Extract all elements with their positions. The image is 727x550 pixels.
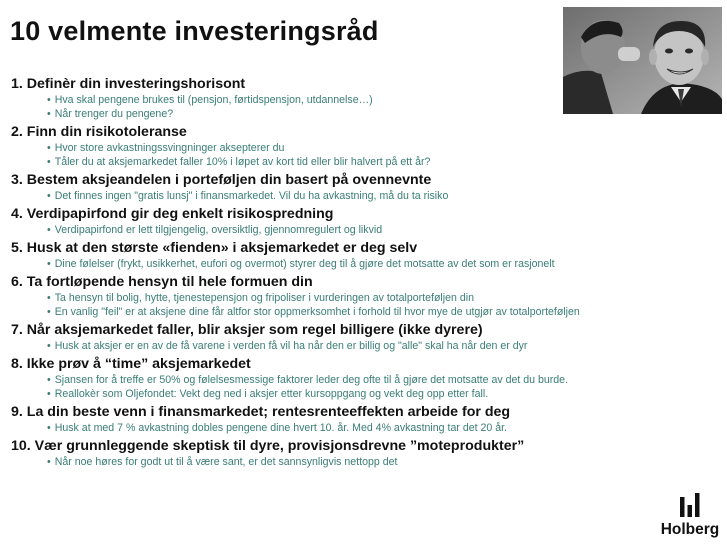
advice-bullet: • Hvor store avkastningssvingninger aksepterer du (47, 142, 285, 154)
advice-heading: 9. La din beste venn i finansmarkedet; rentesrenteeffekten arbeide for deg (11, 404, 511, 420)
advice-item-1 (11, 76, 723, 121)
advice-heading: 3. Bestem aksjeandelen i porteføljen din basert på ovennevnte (11, 172, 432, 188)
advice-heading: 8. Ikke prøv å “time” aksjemarkedet (11, 356, 251, 372)
advice-bullet: • En vanlig "feil" er at aksjene dine får altfor stor oppmerksomhet i forhold til hvor mye de utgjør av totalporteføljen (47, 306, 580, 318)
advice-bullet: • Dine følelser (frykt, usikkerhet, eufori og overmot) styrer deg til å gjøre det motsatte av det som er rasjonelt (47, 258, 555, 270)
advice-list (11, 76, 723, 472)
advice-bullet: • Når noe høres for godt ut til å være sant, er det sannsynligvis nettopp det (47, 456, 398, 468)
holberg-logo-icon (680, 493, 700, 517)
page-title: 10 velmente investeringsråd (10, 16, 379, 46)
advice-bullet: • Sjansen for å treffe er 50% og følelsesmessige faktorer leder deg ofte til å gjøre det motsatte av det du burde. (47, 374, 569, 386)
advice-bullet: • Reallokèr som Oljefondet: Vekt deg ned i aksjer etter kursoppgang og vekt deg opp etter fall. (47, 388, 489, 400)
advice-item-10 (11, 438, 723, 469)
advice-item-4 (11, 206, 723, 237)
advice-heading: 1. Definèr din investeringshorisont (11, 76, 246, 92)
advice-bullet: • Hva skal pengene brukes til (pensjon, førtidspensjon, utdannelse…) (47, 94, 373, 106)
advice-heading: 4. Verdipapirfond gir deg enkelt risikospredning (11, 206, 334, 222)
advice-item-3 (11, 172, 723, 203)
holberg-logo (659, 493, 721, 545)
advice-item-9 (11, 404, 723, 435)
advice-item-7 (11, 322, 723, 353)
holberg-logo-text: Holberg (660, 521, 720, 538)
advice-bullet: • Verdipapirfond er lett tilgjengelig, oversiktlig, gjennomregulert og likvid (47, 224, 383, 236)
advice-item-5 (11, 240, 723, 271)
advice-heading: 2. Finn din risikotoleranse (11, 124, 187, 140)
advice-heading: 5. Husk at den største «fienden» i aksjemarkedet er deg selv (11, 240, 418, 256)
advice-bullet: • Det finnes ingen "gratis lunsj" i finansmarkedet. Vil du ha avkastning, må du ta risiko (47, 190, 449, 202)
advice-item-2 (11, 124, 723, 169)
advice-bullet: • Ta hensyn til bolig, hytte, tjenestepensjon og fripoliser i vurderingen av totalporteføljen din (47, 292, 475, 304)
advice-bullet: • Tåler du at aksjemarkedet faller 10% i løpet av kort tid eller blir halvert på ett år? (47, 156, 431, 168)
advice-bullet: • Husk at med 7 % avkastning dobles pengene dine hvert 10. år. Med 4% avkastning tar det 20 år. (47, 422, 507, 434)
advice-bullet: • Husk at aksjer er en av de få varene i verden få vil ha når den er billig og "alle" skal ha når den er dyr (47, 340, 528, 352)
advice-item-8 (11, 356, 723, 401)
advice-item-6 (11, 274, 723, 319)
advice-heading: 7. Når aksjemarkedet faller, blir aksjer som regel billigere (ikke dyrere) (11, 322, 483, 338)
advice-heading: 10. Vær grunnleggende skeptisk til dyre, provisjonsdrevne ”moteprodukter” (11, 438, 525, 454)
advice-heading: 6. Ta fortløpende hensyn til hele formuen din (11, 274, 313, 290)
advice-bullet: • Når trenger du pengene? (47, 108, 174, 120)
